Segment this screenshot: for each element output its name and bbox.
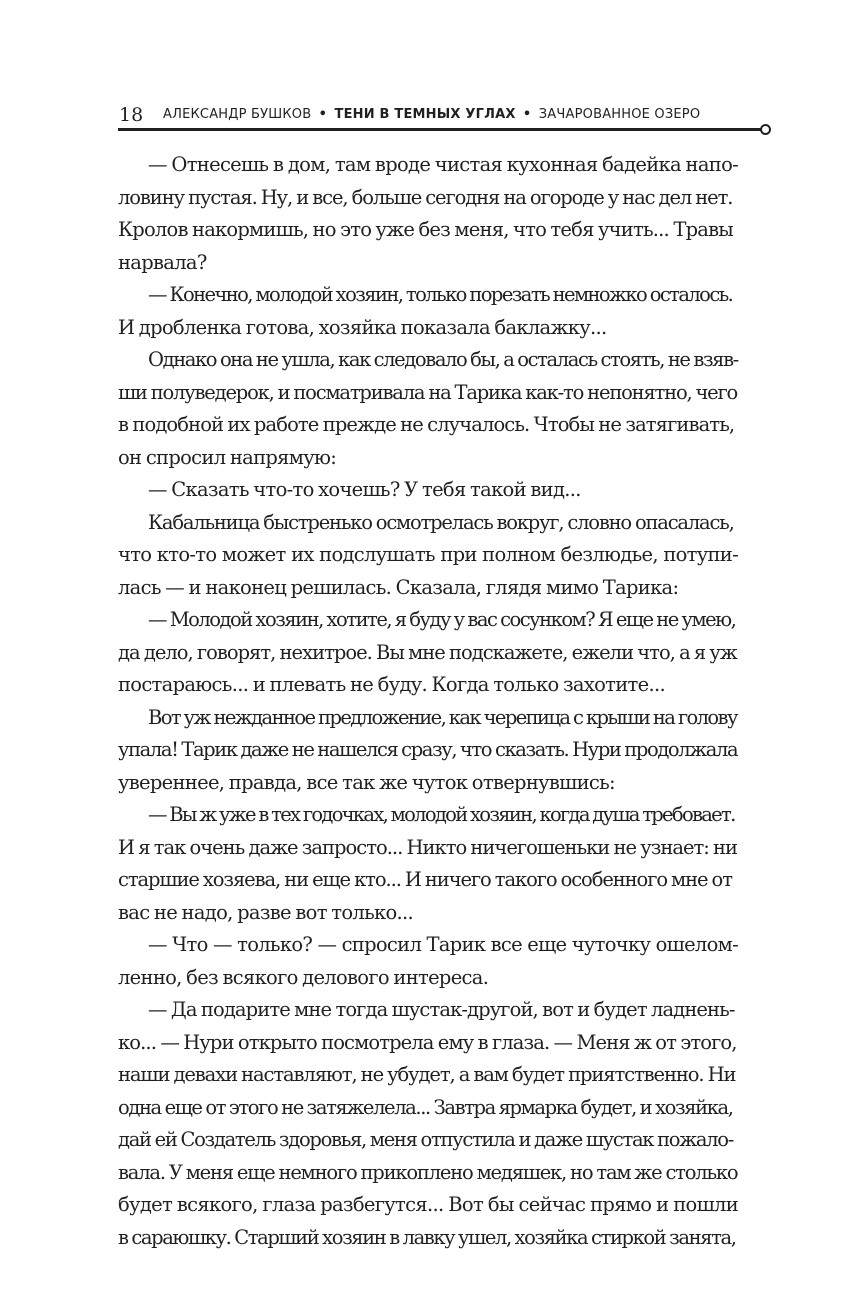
paragraph	[118, 149, 768, 279]
text-line: Кабальница быстренько осмотрелась вокруг, словно опасалась,	[148, 510, 734, 534]
body-text	[118, 149, 768, 1254]
separator-dot: •	[522, 107, 532, 122]
text-line: вас не надо, разве вот только...	[118, 900, 414, 924]
paragraph	[118, 799, 768, 929]
paragraph	[118, 474, 768, 507]
text-line: вала. У меня еще немного прикоплено медяшек, но там же столько	[118, 1160, 738, 1184]
paragraph	[118, 702, 768, 800]
text-line: одна еще от этого не затяжелела... Завтра ярмарка будет, и хозяйка,	[118, 1095, 733, 1119]
text-line: постараюсь... и плевать не буду. Когда только захотите...	[118, 673, 665, 696]
text-line: старшие хозяева, ни еще кто... И ничего такого особенного мне от	[118, 868, 732, 891]
text-line: — Конечно, молодой хозяин, только порезать немножко осталось.	[148, 283, 733, 306]
text-line: — Молодой хозяин, хотите, я буду у вас сосунком? Я еще не умею,	[148, 608, 736, 631]
text-line: — Что — только? — спросил Тарик все еще чуточку ошелом-	[148, 933, 738, 956]
text-line: ши полуведерок, и посматривала на Тарика как-то непонятно, чего	[118, 380, 738, 404]
text-line: Однако она не ушла, как следовало бы, а осталась стоять, не взяв-	[148, 348, 738, 371]
text-line: в подобной их работе прежде не случалось. Чтобы не затягивать,	[118, 413, 735, 436]
text-line: — Вы ж уже в тех годочках, молодой хозяин, когда душа требовает.	[148, 803, 735, 826]
text-line: он спросил напрямую:	[118, 445, 337, 469]
text-line: — Сказать что-то хочешь? У тебя такой вид...	[148, 478, 581, 501]
text-line: в сараюшку. Старший хозяин в лавку ушел, хозяйка стиркой занята,	[118, 1225, 736, 1249]
paragraph	[118, 604, 768, 702]
text-line: — Да подарите мне тогда шустак-другой, вот и будет ладнень-	[148, 998, 735, 1021]
separator-dot: •	[318, 107, 328, 122]
text-line: лась — и наконец решилась. Сказала, глядя мимо Тарика:	[118, 575, 679, 599]
text-line: Кролов накормишь, но это уже без меня, что тебя учить... Травы	[118, 218, 733, 241]
text-line: дай ей Создатель здоровья, меня отпустила и даже шустак пожало-	[118, 1128, 733, 1151]
page-number: 18	[119, 104, 144, 126]
text-line: — Отнесешь в дом, там вроде чистая кухонная бадейка напо-	[148, 153, 738, 176]
paragraph	[118, 344, 768, 474]
author-name: АЛЕКСАНДР БУШКОВ	[163, 107, 312, 122]
series-title: ТЕНИ В ТЕМНЫХ УГЛАХ	[334, 107, 516, 122]
text-line: упала! Тарик даже не нашелся сразу, что сказать. Нури продолжала	[118, 738, 738, 761]
paragraph	[118, 507, 768, 605]
text-line: ленно, без всякого делового интереса.	[118, 965, 489, 989]
rule-end-circle-icon	[760, 124, 771, 135]
header-rule	[118, 128, 762, 131]
text-line: Вот уж нежданное предложение, как черепица с крыши на голову	[148, 705, 737, 729]
text-line: ко... — Нури открыто посмотрела ему в глаза. — Меня ж от этого,	[118, 1030, 737, 1054]
text-line: ловину пустая. Ну, и все, больше сегодня на огороде у нас дел нет.	[118, 185, 733, 209]
text-line: нарвала?	[118, 250, 207, 274]
text-line: наши девахи наставляют, не убудет, а вам будет приятственно. Ни	[118, 1063, 736, 1086]
text-line: что кто-то может их подслушать при полном безлюдье, потупи-	[118, 543, 738, 566]
text-line: будет всякого, глаза разбегутся... Вот бы сейчас прямо и пошли	[118, 1193, 738, 1216]
text-line: да дело, говорят, нехитрое. Вы мне подскажете, ежели что, а я уж	[118, 640, 737, 664]
text-line: увереннее, правда, все так же чуток отвернувшись:	[118, 770, 615, 794]
paragraph	[118, 994, 768, 1254]
text-line: И я так очень даже запросто... Никто ничегошеньки не узнает: ни	[118, 835, 738, 859]
paragraph	[118, 279, 768, 344]
paragraph	[118, 929, 768, 994]
running-head-text	[163, 106, 700, 124]
book-title: ЗАЧАРОВАННОЕ ОЗЕРО	[538, 107, 701, 122]
text-line: И дробленка готова, хозяйка показала баклажку...	[118, 315, 607, 339]
running-header	[119, 103, 769, 131]
